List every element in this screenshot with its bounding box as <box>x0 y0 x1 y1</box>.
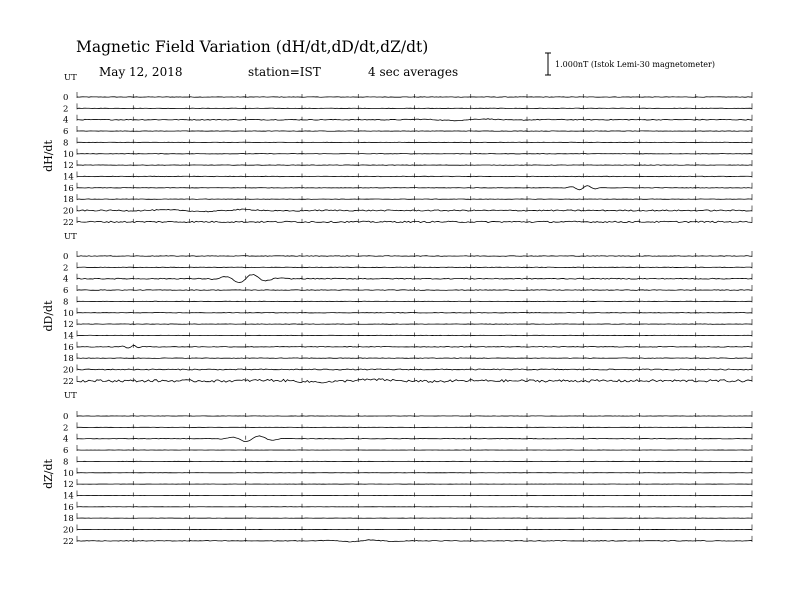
row-label: 18 <box>63 514 74 525</box>
trace-line <box>77 97 752 98</box>
row-label: 16 <box>63 183 74 194</box>
row-label: 12 <box>63 320 74 331</box>
trace-line <box>77 358 752 359</box>
row-label: 20 <box>63 525 74 536</box>
row-label: 0 <box>63 412 69 422</box>
panel-ylabel: dD/dt <box>42 300 55 332</box>
row-label: 4 <box>63 274 69 285</box>
date-label: May 12, 2018 <box>99 65 183 79</box>
row-label: 6 <box>63 286 69 297</box>
row-label: 0 <box>63 252 69 262</box>
row-label: 8 <box>63 457 69 468</box>
row-label: 10 <box>63 468 74 479</box>
row-label: 18 <box>63 195 74 206</box>
trace-line <box>77 176 752 177</box>
row-label: 8 <box>63 297 69 308</box>
page-title: Magnetic Field Variation (dH/dt,dD/dt,dZ/dt) <box>76 38 429 56</box>
ut-label: UT <box>64 391 77 401</box>
averaging-label: 4 sec averages <box>368 65 459 79</box>
trace-line <box>77 267 752 268</box>
ut-label: UT <box>64 232 77 242</box>
row-label: 16 <box>63 342 74 353</box>
row-label: 22 <box>63 376 74 387</box>
row-label: 4 <box>63 434 69 445</box>
row-label: 0 <box>63 93 69 103</box>
row-label: 6 <box>63 127 69 138</box>
row-label: 2 <box>63 104 69 115</box>
row-label: 2 <box>63 263 69 274</box>
panel-ylabel: dZ/dt <box>42 459 55 489</box>
scale-bar-label: 1.000nT (Istok Lemi-30 magnetometer) <box>555 60 715 69</box>
ut-label: UT <box>64 73 77 83</box>
row-label: 12 <box>63 161 74 172</box>
row-label: 18 <box>63 354 74 365</box>
row-label: 10 <box>63 308 74 319</box>
row-label: 6 <box>63 446 69 457</box>
row-label: 22 <box>63 217 74 228</box>
row-label: 12 <box>63 480 74 491</box>
panel-ylabel: dH/dt <box>42 140 55 172</box>
row-label: 14 <box>63 491 74 502</box>
row-label: 22 <box>63 536 74 547</box>
row-label: 16 <box>63 502 74 513</box>
row-label: 10 <box>63 149 74 160</box>
row-label: 20 <box>63 206 74 217</box>
row-label: 4 <box>63 115 69 126</box>
station-label: station=IST <box>248 65 321 79</box>
row-label: 20 <box>63 365 74 376</box>
row-label: 2 <box>63 423 69 434</box>
row-label: 8 <box>63 138 69 149</box>
row-label: 14 <box>63 172 74 183</box>
row-label: 14 <box>63 331 74 342</box>
